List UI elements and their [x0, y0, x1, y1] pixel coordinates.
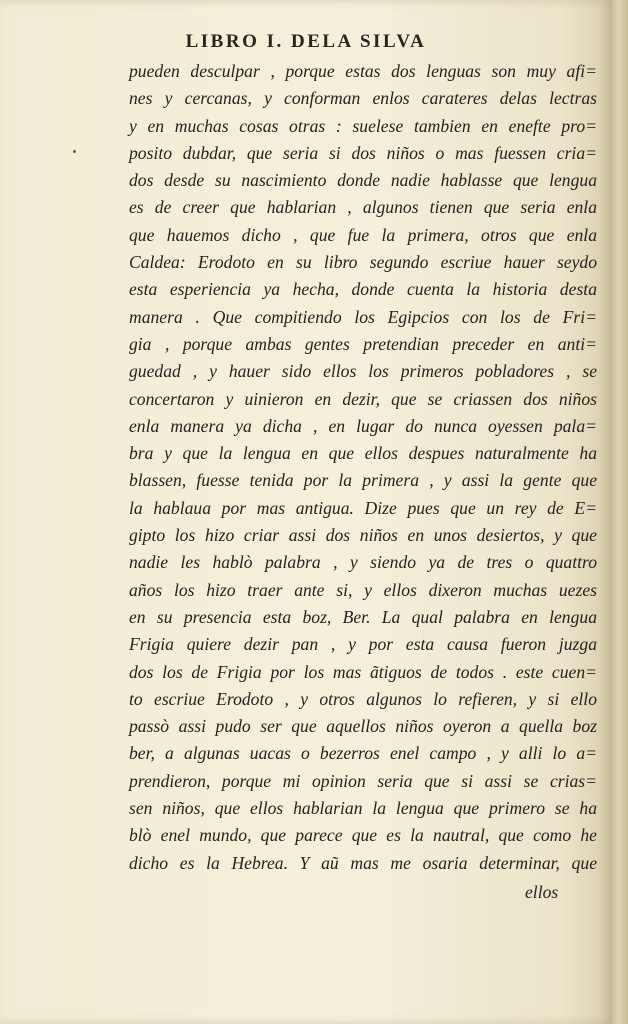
running-header: LIBRO I. DELA SILVA: [185, 31, 427, 52]
text-line: nadie les hablò palabra , y siendo ya de tres o quattro: [129, 552, 597, 573]
text-line: enla manera ya dicha , en lugar do nunca oyessen pala=: [129, 415, 597, 436]
text-line: gia , porque ambas gentes pretendian preceder en anti=: [129, 333, 597, 354]
text-line: passò assi pudo ser que aquellos niños oyeron a quella boz: [129, 716, 597, 737]
text-line: años los hizo traer ante si, y ellos dixeron muchas uezes: [129, 579, 597, 600]
text-line: Frigia quiere dezir pan , y por esta causa fueron juzga: [129, 634, 597, 655]
body-text: [129, 58, 597, 877]
text-line: gipto los hizo criar assi dos niños en unos desiertos, y que: [129, 525, 597, 546]
text-line: que hauemos dicho , que fue la primera, otros que enla: [129, 224, 597, 245]
text-line: es de creer que hablarian , algunos tienen que seria enla: [129, 197, 597, 218]
text-line: guedad , y hauer sido ellos los primeros pobladores , se: [129, 361, 597, 382]
text-line: sen niños, que ellos hablarian la lengua que primero se ha: [129, 798, 597, 819]
text-line: bra y que la lengua en que ellos despues naturalmente ha: [129, 443, 597, 464]
text-line: nes y cercanas, y conforman enlos carateres delas lectras: [129, 88, 597, 109]
text-line: esta esperiencia ya hecha, donde cuenta la historia desta: [129, 279, 597, 300]
text-line: Caldea: Erodoto en su libro segundo escriue hauer seydo: [129, 252, 597, 273]
text-line: prendieron, porque mi opinion seria que si assi se crias=: [129, 770, 597, 791]
text-line: pueden desculpar , porque estas dos lenguas son muy afi=: [129, 61, 597, 81]
text-line: la hablaua por mas antigua. Dize pues que un rey de E=: [129, 497, 597, 518]
text-line: ber, a algunas uacas o bezerros enel campo , y alli lo a=: [129, 743, 597, 764]
ink-speck: [73, 150, 76, 153]
text-line: blassen, fuesse tenida por la primera , y assi la gente que: [129, 470, 597, 491]
text-line: manera . Que compitiendo los Egipcios con los de Fri=: [129, 306, 597, 327]
text-line: dos los de Frigia por los mas ãtiguos de todos . este cuen=: [129, 661, 597, 682]
text-line: to escriue Erodoto , y otros algunos lo refieren, y si ello: [129, 688, 597, 709]
text-line: dicho es la Hebrea. Y aũ mas me osaria determinar, que: [129, 852, 597, 873]
text-line: en su presencia esta boz, Ber. La qual palabra en lengua: [129, 606, 597, 627]
text-line: dos desde su nascimiento donde nadie hablasse que lengua: [129, 170, 597, 191]
catchword: ellos: [525, 882, 559, 902]
text-line: posito dubdar, que seria si dos niños o mas fuessen cria=: [129, 142, 597, 163]
text-line: blò enel mundo, que parece que es la nautral, que como he: [129, 825, 597, 846]
text-line: concertaron y uinieron en dezir, que se criassen dos niños: [129, 388, 597, 409]
page-edge: [612, 0, 628, 1024]
text-line: y en muchas cosas otras : suelese tambien en enefte pro=: [129, 115, 597, 136]
